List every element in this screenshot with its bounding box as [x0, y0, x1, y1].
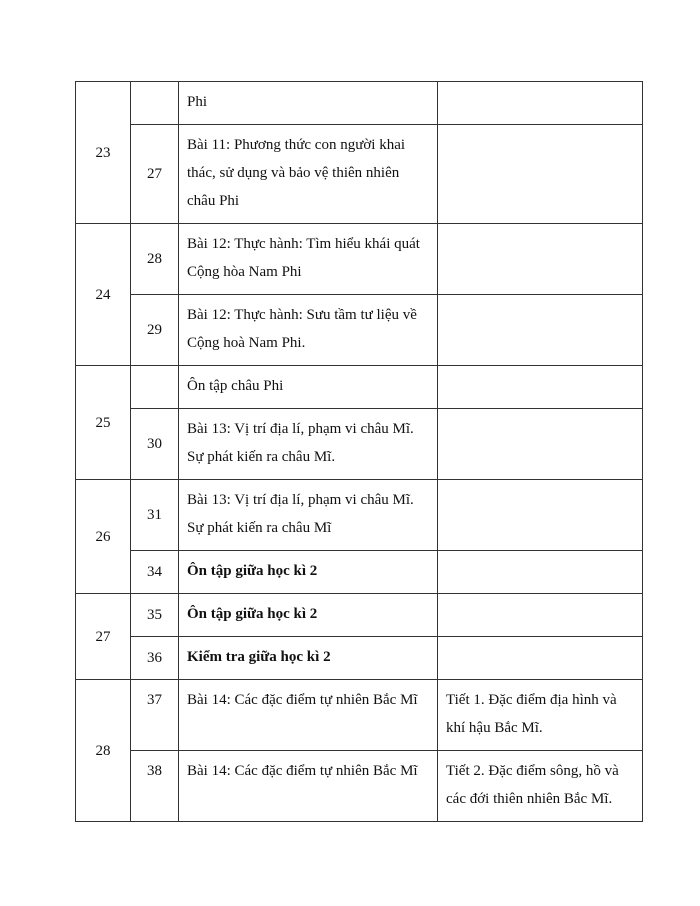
note-text: Tiết 2. Đặc điểm sông, hồ và các đới thiên nhiên Bắc Mĩ. — [446, 763, 619, 807]
period-cell — [131, 366, 179, 409]
table-row — [76, 295, 643, 366]
week-cell: 28 — [76, 680, 131, 822]
lesson-text: Bài 11: Phương thức con người khai thác, sử dụng và bảo vệ thiên nhiên châu Phi — [187, 137, 406, 209]
lesson-cell — [179, 82, 438, 125]
period-cell: 36 — [131, 637, 179, 680]
lesson-cell — [179, 295, 438, 366]
note-cell — [438, 125, 643, 224]
lesson-cell — [179, 409, 438, 480]
period-cell: 34 — [131, 551, 179, 594]
period-cell: 35 — [131, 594, 179, 637]
table-row — [76, 637, 643, 680]
lesson-text: Bài 14: Các đặc điểm tự nhiên Bắc Mĩ — [187, 763, 418, 779]
lesson-text: Kiểm tra giữa học kì 2 — [187, 649, 331, 665]
table-row — [76, 480, 643, 551]
week-cell: 23 — [76, 82, 131, 224]
week-cell: 27 — [76, 594, 131, 680]
note-cell — [438, 637, 643, 680]
week-cell: 25 — [76, 366, 131, 480]
note-cell — [438, 366, 643, 409]
lesson-cell — [179, 637, 438, 680]
period-cell: 30 — [131, 409, 179, 480]
period-cell — [131, 82, 179, 125]
lesson-text: Bài 12: Thực hành: Sưu tầm tư liệu về Cộng hoà Nam Phi. — [187, 307, 417, 351]
note-cell — [438, 480, 643, 551]
lesson-text: Bài 12: Thực hành: Tìm hiểu khái quát Cộng hòa Nam Phi — [187, 236, 420, 280]
lesson-text: Ôn tập giữa học kì 2 — [187, 606, 318, 622]
lesson-cell — [179, 224, 438, 295]
lesson-cell — [179, 366, 438, 409]
note-cell — [438, 551, 643, 594]
table-row — [76, 680, 643, 751]
period-cell: 29 — [131, 295, 179, 366]
table-row — [76, 409, 643, 480]
period-cell: 27 — [131, 125, 179, 224]
week-cell: 24 — [76, 224, 131, 366]
note-cell — [438, 594, 643, 637]
lesson-cell — [179, 751, 438, 822]
table-row — [76, 366, 643, 409]
lesson-cell — [179, 594, 438, 637]
lesson-text: Bài 14: Các đặc điểm tự nhiên Bắc Mĩ — [187, 692, 418, 708]
schedule-table — [75, 81, 643, 822]
lesson-cell — [179, 551, 438, 594]
lesson-cell — [179, 680, 438, 751]
table-row — [76, 594, 643, 637]
period-cell: 31 — [131, 480, 179, 551]
note-text: Tiết 1. Đặc điểm địa hình và khí hậu Bắc Mĩ. — [446, 692, 617, 736]
period-cell: 38 — [131, 751, 179, 822]
table-row — [76, 125, 643, 224]
table-row — [76, 82, 643, 125]
period-cell: 37 — [131, 680, 179, 751]
lesson-text: Phi — [187, 94, 208, 110]
note-cell — [438, 680, 643, 751]
week-cell: 26 — [76, 480, 131, 594]
table-row — [76, 551, 643, 594]
lesson-cell — [179, 480, 438, 551]
table-row — [76, 224, 643, 295]
lesson-text: Ôn tập châu Phi — [187, 378, 284, 394]
note-cell — [438, 295, 643, 366]
note-cell — [438, 82, 643, 125]
note-cell — [438, 751, 643, 822]
note-cell — [438, 409, 643, 480]
lesson-text: Ôn tập giữa học kì 2 — [187, 563, 318, 579]
note-cell — [438, 224, 643, 295]
lesson-cell — [179, 125, 438, 224]
period-cell: 28 — [131, 224, 179, 295]
table-row — [76, 751, 643, 822]
lesson-text: Bài 13: Vị trí địa lí, phạm vi châu Mĩ. Sự phát kiến ra châu Mĩ — [187, 492, 414, 536]
lesson-text: Bài 13: Vị trí địa lí, phạm vi châu Mĩ. Sự phát kiến ra châu Mĩ. — [187, 421, 414, 465]
